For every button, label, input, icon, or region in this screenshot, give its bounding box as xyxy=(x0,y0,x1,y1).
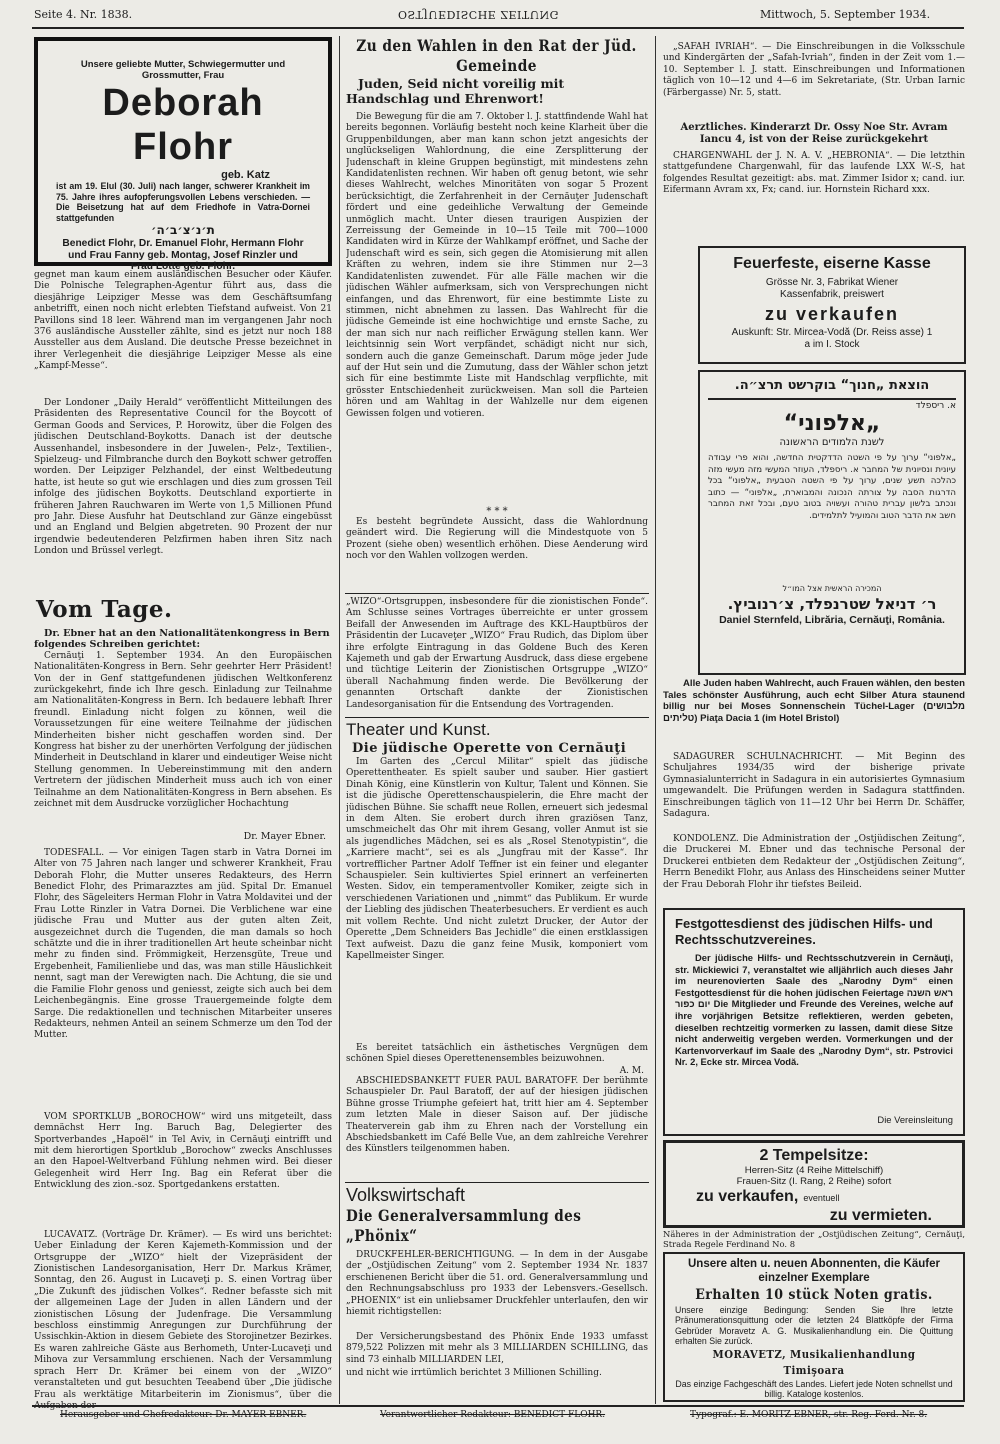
col1-text-top xyxy=(34,270,332,596)
obituary-family: Benedict Flohr, Dr. Emanuel Flohr, Hermann Flohr und Frau Fanny geb. Montag, Josef Rinzler und Frau Lotte geb. Flohr. xyxy=(62,238,304,273)
col2-rule-3 xyxy=(345,1182,649,1183)
tempel-big-1: zu verkaufen, xyxy=(696,1188,799,1205)
footer-left: Herausgeber und Chefredakteur: Dr. MAYER EBNER. xyxy=(60,1410,307,1420)
kasse-ad-box xyxy=(698,246,966,364)
tempel-info: Näheres in der Administration der „Ostjüdischen Zeitung“, Cernăuţi, Strada Regele Ferdinand No. 8 xyxy=(663,1229,965,1249)
column-divider-2 xyxy=(655,36,656,1404)
operette-text-2: Es bereitet tatsächlich ein ästhetisches Vergnügen dem schönen Spiel dieses Operettenensembles beizuwohnen. xyxy=(346,1043,648,1065)
kasse-big: zu verkaufen xyxy=(764,304,900,324)
wizo-text: „WIZO“-Ortsgruppen, insbesondere für die zionistischen Fonde“. Am Schlusse seines Vortrages überreichte er unter grossem Beifall der Anwesenden im Auftrage des KKL-Hauptbüros der Präsidentin der Lucaveţer „WIZO“ Frau Rudich, das Diplom über ihre erfolgte Eintragung in das Goldene Buch des Keren Kajemeth und gab der Erwartung Ausdruck, dass diese ergebene und tüchtige Leiterin der Zionistischen Ortsgruppe „WIZO“ überall Nachahmung finden werde. Die Bevölkerung der genannten Ortschaft dankte der Zionistischen Landesorganisation für die Entsendung des Vortragenden. xyxy=(346,597,648,710)
col3-top xyxy=(663,42,965,221)
wahlordnung-text: Es besteht begründete Aussicht, dass die Wahlordnung geändert wird. Die Regierung will die Mindestquote von 5 Prozent (siehe oben) wesentlich erhöhen. Diese Aenderung wird noch vor den Wahlen vollzogen werden. xyxy=(346,517,648,562)
hebrew-ad-author: א. ריספלד xyxy=(915,401,956,411)
arzt-text: Aerztliches. Kinderarzt Dr. Ossy Noe Str. Avram Iancu 4, ist von der Reise zurückgekehrt xyxy=(680,122,948,145)
wahlen-subheadline: Juden, Seid nicht voreilig mit Handschlag und Ehrenwort! xyxy=(346,76,565,106)
sternfeld-hebrew: ר׳ דניאל שטרנפלד, צ׳רנוביץ. xyxy=(727,595,937,613)
druckfehler-text: DRUCKFEHLER-BERICHTIGUNG. — In dem in der Ausgabe der „Ostjüdischen Zeitung“ vom 2. September 1934 Nr. 1837 erschienenen Bericht über die 51. ord. Generalversammlung und den Rechnungsabschluss pro 1933 der Lebensvers.-Gesellsch. „PHOENIX“ ist ein unliebsamer Druckfehler unterlaufen, den wir hiemit richtigstellen: xyxy=(346,1250,648,1318)
ebner-letter-text: Cernăuţi 1. September 1934. An den Europäischen Nationalitäten-Kongress in Bern. Sehr geehrter Herr Präsident! Von der in Genf stattgefundenen jüdischen Weltkonferenz zurückgekehrt, finde ich Ihre gesch. Einladung zur Teilnahme am Nationalitäten-Kongress in Bern. Ich bedauere lebhaft Ihrer freundl. Einladung nicht folgen zu können, weil die Voraussetzungen für eine weitere Teilnahme der jüdischen Minderheiten bisher nicht geschaffen worden sind. Der Kongress hat bisher zu der unerhörten Verfolgung der jüdischen Minderheit in Deutschland in klarer und eindeutiger Weise nicht Stellung genommen. In Uebereinstimmung mit den andern Vertretern der jüdischen Minderheit muss auch ich von einer Teilnahme an dem Nationalitäten-Kongress in Bern absehen. Es zeichnet mit dem Ausdrucke vorzüglicher Hochachtung xyxy=(34,650,332,810)
festgottesdienst-box xyxy=(663,908,965,1136)
hebrew-ad-heading: הוצאת „חנוך“ בוקרשט תרצ״ה. xyxy=(708,378,956,400)
lucavatz-text: LUCAVĂTZ. (Vorträge Dr. Krämer). — Es wird uns berichtet: Ueber Einladung der Keren Kajemeth-Kommission und der Ortsgruppe der „WIZO“ hielt der Vizepräsident der Zionistischen Landesorganisation, Herr Dr. Markus Krämer, Sonntag, den 26. August in Lucaveţi p. S. einen Vortrag über „Die Zukunft des jüdischen Volkes“. Redner befasste sich mit der allgemeinen Lage der Juden in allen Ländern und der zionistischen Lösung der Judenfrage. Die Versammlung beschloss einstimmig Anregungen zur Durchführung der Ussischkin-Aktion in diesem Gebiete des Storojinetzer Bezirkes. Es waren zahlreiche Gäste aus Berhometh, Unter-Lucaveţi und Mihova zur Versammlung erschienen. Nach der Versammlung sprach Herr Dr. Krämer bei einem von der „WIZO“ veranstalteten und gut besuchten Teeabend über „Die jüdische Frau als werktätige Mitarbeiterin im Zionismus“, über die xyxy=(34,1229,332,1400)
separator-stars: * * * xyxy=(486,506,508,517)
obituary-intro: Unsere geliebte Mutter, Schwiegermutter und Grossmutter, Frau xyxy=(80,59,286,81)
abo-title: Unsere alten u. neuen Abonnenten, die Käufer einzelner Exemplare xyxy=(688,1258,940,1284)
header-rule xyxy=(32,27,964,29)
tempel-title: 2 Tempelsitze: xyxy=(759,1147,869,1164)
sadagurer-text: SADAGURER SCHULNACHRICHT. — Mit Beginn des Schuljahres 1934/35 wird der bisherige private Gymnasialunterricht in Sadagura in ein autorisiertes Gymnasium umgewandelt. Die Prüfungen werden in Sadagura stattfinden. Einschreibungen täglich von 11—12 Uhr bei Herrn Dr. Schäffer, Sadagura. xyxy=(663,752,965,820)
col2-rule-1 xyxy=(345,593,649,594)
col1-text-mid xyxy=(34,628,332,1444)
leipzig-messe-text: gegnet man kaum einem ausländischen Besucher oder Käufer. Die Polnische Telegraphen-Agentur führt aus, dass die diesjährige Leipziger Messe was dem Geschäftsumfang anbetrifft, einen noch nicht erlebten Tiefstand aufweist. Von 21 Pavillons sind 18 leer. Während man im vergangenen Jahr noch 376 ausländische Aussteller zählte, sind es jetzt nur noch 188 Aussteller aus dem Ausland. Die deutsche Presse bezeichnet in ihrer Verlegenheit die diesjährige Leipziger Messe als eine „Kampf-Messe“. xyxy=(34,270,332,372)
chargenwahl-text: CHARGENWAHL der J. N. A. V. „HEBRONIA“. — Die letzthin stattgefundene Chargenwahl, für das laufende LXX W.-S, hat folgendes Resultat gezeitigt: abs. mat. Zimmer Isidor x; cand. iur. Eifermann Avram xx, Fx; cand. iur. Hornstein Richard xxx. xyxy=(663,151,965,196)
tempel-big-2: zu vermieten. xyxy=(829,1207,932,1224)
hebrew-ad-body: „אלפוני“ ערוך על פי השטה הדדקטית החדשה, והוא פרי עבודה עיונית ונסיונית של המחבר א. ריספלד, העוזר המעשי מזה מעשי מזה כהלכה תשע שנים, ערוך על פי השטה הטבעית „אלפוני“ בכל הדרגות הסבה על צורתה הנכונה והמבוארת, „אלפוני“ — כתוב ונכתב בלשון עברית טהורה ועשויה בטוב טעם, ובכל זאת המחבר חשב את הדבר הטוב והמועיל לתלמידים. xyxy=(708,453,956,521)
daily-herald-text: Der Londoner „Daily Herald“ veröffentlicht Mitteilungen des Präsidenten des Representative Council for the Boycott of German Goods and Services, P. Horowitz, über die Folgen des jüdischen Deutschland-Boykotts. Danach ist der deutsche Aussenhandel, insbesondere in der Juwelen-, Pelz-, Textilien-, Spielzeug- und Filmbranche durch den Boykott schwer getroffen worden. Der Leipziger Pelzhandel, der einst Weltbedeutung hatte, ist heute so gut wie erschlagen und dies zum grossen Teil infolge des jüdischen Boykotts. Deutschland exportierte in früheren Jahren Rauchwaren im Werte von 1,5 Millionen Pfund pro Jahr. Diese Ausfuhr hat Deutschland zur Gänze eingebüsst und an England und Belgien abgetreten. 90 Prozent der nur irgendwie bedeutenderen Pelzfirmen haben ihren Sitz nach London und Brüssel verlegt. xyxy=(34,398,332,557)
druckfehler-text-3: und nicht wie irrtümlich berichtet 3 Millionen Schilling. xyxy=(346,1368,602,1378)
operette-text: Im Garten des „Cercul Militar“ spielt das jüdische Operettentheater. Es spielt sauber und sauber. Hier gastiert Dinah König, eine Künstlerin von Kultur, Talent und Können. Sie ist die jüdische Operettenschauspielerin, die Ehre macht der jüdischen Bühne. Sie schafft neue Rollen, erneuert sich jedesmal in dem Alten. Sie erobert durch ihren graziösen Tanz, umschmeichelt das Ohr mit ihrem Gesang, voller Anmut ist sie als jugendliches Mädchen, sei es als „Rosel Stenotypistin“, die „Karriere macht“, sei es als „Jungfrau mit der Kasse“. Ihr vortrefflicher Partner Adolf Teffner ist ein feiner und eleganter Schauspieler. Sein kultiviertes Spiel erinnert an verfeinerten Westen. Sidov, ein temperamentvoller Komiker, zeigte sich in verschiedenen Variationen und „nimmt“ das Publikum. Er wurde der Liebling des jüdischen Theaterbesuchers. Er verdient es auch mit vollem Rechte. Und nicht zuletzt Drucker, der Autor der Operette „Dem Schneiders Bas Jechidle“ die einen erstklassigen Text aufweist. Dazu die ganz feine Musik, komponiert vom Kapellmeister Singer. xyxy=(346,757,648,961)
footer-right: Typograf.: E. MORITZ EBNER, str. Reg. Ferd. Nr. 8. xyxy=(690,1410,928,1420)
tempelsitze-box xyxy=(663,1140,965,1228)
operette-heading: Die jüdische Operette von Cernăuţi xyxy=(352,741,627,756)
vom-tage-heading: Vom Tage. xyxy=(36,596,173,623)
tempel-line-1: Herren-Sitz (4 Reihe Mittelschiff) xyxy=(744,1165,884,1176)
bankett-text: ABSCHIEDSBANKETT FUER PAUL BARATOFF. Der berühmte Schauspieler Dr. Paul Baratoff, der auf der hiesigen jüdischen Bühne grosse Triumphe gefeiert hat, tritt hier am 4. September zum letzten Male in dieser Saison auf. Der jüdische Theaterverein gab ihm zu Ehren nach der Vorstellung ein Abschiedsbankett im Café Belle Vue, an dem zahlreiche Verehrer des Künstlers teilgenommen haben. xyxy=(346,1076,648,1155)
wahlen-text: Die Bewegung für die am 7. Oktober l. J. stattfindende Wahl hat bereits begonnen. Vorläufig besteht noch keine Klarheit über die Gruppenbildungen, aber man kann schon jetzt angesichts der unglückseligen Wahlordnung, die eine Zersplitterung der Judenschaft in kleine Gruppen begünstigt, mit mindestens zehn Kandidatenlisten rechnen. Wir haben oft genug betont, wie sehr dieses Wahlrecht, welches Minoritäten von sogar 5 Prozent berücksichtigt, die Zerfahrenheit in der Cernăuţer Judenschaft fördert und eine gedeihliche Verwaltung der Gemeinde unmöglich macht. Unter diesen traurigen Auspizien der Zerreissung der Gemeinde in 10—15 Teile mit 700—1000 Kandidaten wird in Kürze der Wahlkampf eröffnet, und Sache der Judenschaft wird es sein, sich gegen die Atomisierung mit allen Kräften zu wehren, indem sie ihre Stimmen nur 2—3 Kandidatenlisten zuwendet. Für alle Fälle machen wir die jüdischen Wähler aufmerksam, sich von Versprechungen nicht einfangen, und das Ehrenwort, für eine bestimmte Liste zu stimmen, nicht abnehmen zu lassen. Das Wahlrecht für die jüdische Gemeinde ist eine hochwichtige und ernste Sache, zu der man sich nur nach reiflicher Erwägung stellen kann. Wer leichtsinnig sein Wort verpfändet, schädigt nicht nur sich, sondern auch die ganze Gemeinschaft. Darum möge jeder Jude auf der Hut sein und die Zumutung, dass der Wähler schon jetzt sich für eine bestimmte Liste mit Handschlag verpflichte, mit grösster Entschiedenheit zurückweisen. Man soll die Parteien hören und am Wahltag in der Wahlzelle nur dem eigenen Gewissen folgen und votieren. xyxy=(346,112,648,419)
phoenix-heading: Die Generalversammlung des „Phönix“ xyxy=(346,1206,582,1245)
theater-heading: Theater und Kunst. xyxy=(346,720,491,739)
alle-juden-ad: Alle Juden haben Wahlrecht, auch Frauen wählen, den besten Tales schönster Ausführung, auch echt Silber Atura staunend billig nur bei Moses Sonnenschein Tüchel-Lager (מלבושים טליתים) Piaţa Dacia 1 (im Hotel Bristol) xyxy=(663,678,965,724)
tempel-line-2: Frauen-Sitz (I. Rang, 2 Reihe) sofort xyxy=(736,1176,892,1187)
kasse-title: Feuerfeste, eiserne Kasse xyxy=(733,255,931,272)
safah-ivriah-text: „SAFAH IVRIAH“. — Die Einschreibungen in die Volksschule und Kindergärten der „Safah-Ivriah“, finden in der Zeit vom 1.—10. September l. J. statt. Einschreibungen und Informationen täglich von 10—12 und 4—6 im Sekretariate, (Str. Urban Iarnic (Färbergasse) Nr. 5, statt. xyxy=(663,42,965,98)
page-header-right: Mittwoch, 5. September 1934. xyxy=(760,8,931,21)
fest-signature: Die Vereinsleitung xyxy=(877,1114,953,1125)
obituary-name: Deborah Flohr xyxy=(102,82,264,168)
column-divider-1 xyxy=(339,36,340,1404)
kasse-info: Auskunft: Str. Mircea-Vodă (Dr. Reiss asse) 1 a im I. Stock xyxy=(731,327,933,350)
ebner-letter-heading: Dr. Ebner hat an den Nationalitätenkongress in Bern folgendes Schreiben gerichtet: xyxy=(34,628,330,651)
operette-signature: A. M. xyxy=(619,1066,644,1076)
footer-rule xyxy=(32,1405,964,1407)
ebner-signature: Dr. Mayer Ebner. xyxy=(243,830,326,842)
col2-bottom xyxy=(346,1184,648,1382)
page-header-center: OSTJUEDISCHE ZEITUNG xyxy=(398,8,559,21)
druckfehler-text-2: Der Versicherungsbestand des Phönix Ende 1933 umfasst 879,522 Polizzen mit mehr als 3 MILLIARDEN SCHILLING, das sind 73 einhalb MILLIARDEN LEI, xyxy=(346,1332,648,1365)
obituary-hebrew: ת׳נ׳צ׳ב׳ה׳ xyxy=(151,223,215,237)
tempel-small: eventuell xyxy=(803,1193,840,1203)
fest-text: Der jüdische Hilfs- und Rechtsschutzverein in Cernăuţi, str. Mickiewici 7, veranstaltet wie alljährlich auch dieses Jahr im neurenovierten Saale des „Narodny Dym“ einen Festgottesdienst für die hohen jüdischen Feiertage ראש השנה יום כפור Die Mitglieder und Freunde des Vereines, welche auf ihre vorjährigen Betsitze reflektieren, werden gebeten, dieselben rechtzeitig vormerken zu lassen, damit diese Sitze nicht anderweitig vergeben werden. Vormerkungen und der Kartenvorverkauf im Saale des „Narodny Dym“, str. Pstrovici Nr. 2, Ecke str. Mircea Vodă. xyxy=(675,952,953,1068)
kasse-subtitle: Grösse Nr. 3, Fabrikat Wiener Kassenfabrik, preiswert xyxy=(765,277,899,300)
col2-mid xyxy=(346,597,648,717)
todesfall-text: TODESFALL. — Vor einigen Tagen starb in Vatra Dornei im Alter von 75 Jahren nach langer und schwerer Krankheit, Frau Deborah Flohr, die Mutter unseres Redakteurs, des Herrn Benedict Flohr, des Primarazztes am jüd. Spital Dr. Emanuel Flohr, des Sägeleiters Herman Flohr in Vatra Moldavitei und der Frau Lotte Rinzler in Vatra Dornei. Die Verblichene war eine jüdische Frau und Mutter aus der guten alten Zeit, ausgezeichnet durch die Tugenden, die man damals so hoch schätzte und die in ihrer traditionellen Art heute scheinbar nicht mehr zu finden sind. Frömmigkeit, Herzensgüte, Treue und Ergebenheit, Familienliebe und das, was man stille Häuslichkeit nennt, sagt man der Verewigten nach. Die Achtung, die sie und die Familie Flohr genoss und geniesst, zeigte sich auch bei dem Leichenbegängnis. Eine grosse Trauergemeinde folgte dem Sarge. Die redaktionellen und technischen Mitarbeiter unseres Redakteurs, nehmen Anteil an seinem Schmerze um den Tod der Mutter. xyxy=(34,847,332,1041)
abonnenten-box xyxy=(663,1252,965,1402)
hebrew-ad-subtitle: לשנת הלמודים הראשונה xyxy=(779,437,885,448)
hebrew-book-ad-box xyxy=(698,370,966,675)
footer-center: Verantwortlicher Redakteur: BENEDICT FLOHR. xyxy=(380,1410,606,1420)
abo-text: Unsere einzige Bedingung: Senden Sie Ihre letzte Pränumerationsquittung oder die letzten 24 Blattköpfe der Firma Gebrüder Moravetz A. G. Musikalienhandlung ein. Die Quittung erhalten Sie zurück. xyxy=(675,1305,953,1347)
col2-top xyxy=(346,36,648,579)
col2-rule-2 xyxy=(345,717,649,718)
wahlen-headline: Zu den Wahlen in den Rat der Jüd. Gemeinde xyxy=(356,36,637,75)
abo-big: Erhalten 10 stück Noten gratis. xyxy=(695,1287,933,1303)
page-header-left: Seite 4. Nr. 1838. xyxy=(34,8,133,21)
hebrew-ad-title: „אלפוני“ xyxy=(783,411,881,436)
fest-heading: Festgottesdienst des jüdischen Hilfs- und Rechtsschutzvereines. xyxy=(675,916,933,947)
volkswirtschaft-heading: Volkswirtschaft xyxy=(346,1185,466,1205)
obituary-born: geb. Katz xyxy=(221,169,270,181)
kondolenz-text: KONDOLENZ. Die Administration der „Ostjüdischen Zeitung“, die Druckerei M. Ebner und das technische Personal der Druckerei entbieten dem Redakteur der „Ostjüdischen Zeitung“, Herrn Benedikt Flohr, aus Anlass des Hinscheidens seiner Mutter der Frau Deborah Flohr ihr tiefstes Beileid. xyxy=(663,834,965,890)
obituary-text: ist am 19. Elul (30. Juli) nach langer, schwerer Krankheit im 75. Jahre ihres aufopferungsvollen Lebens verschieden. — Die Beisetzung hat auf dem Friedhofe in Vatra-Dornei stattgefunden xyxy=(56,181,310,223)
hebrew-ad-publisher: המכירה הראשית אצל המו״ל xyxy=(782,584,882,593)
sternfeld-latin: Daniel Sternfeld, Librăria, Cernăuţi, România. xyxy=(719,614,945,626)
col3-mid xyxy=(663,678,965,904)
col2-theater xyxy=(346,720,648,1172)
obituary-box xyxy=(34,37,332,273)
abo-footer: Das einzige Fachgeschäft des Landes. Liefert jede Noten schnellst und billig. Kataloge kostenlos. xyxy=(675,1378,953,1400)
abo-firm: MORAVETZ, Musikalienhandlung Timişoara xyxy=(712,1347,916,1377)
sportklub-text: VOM SPORTKLUB „BOROCHOW“ wird uns mitgeteilt, dass demnächst Herr Ing. Baruch Bag, Delegierter des Sportverbandes „Hapoël“ in Tel Aviv, in Cernăuţi eintrifft und mit dem hierortigen Sportklub „Borochow“ zwecks Anschlusses an den Hapoel-Weltverband Fühlung nehmen wird. Bei dieser Gelegenheit wird Herr Ing. Bag ein Referat über die Entwicklung des zion.-soz. Sportgedankens erstatten. xyxy=(34,1111,332,1191)
